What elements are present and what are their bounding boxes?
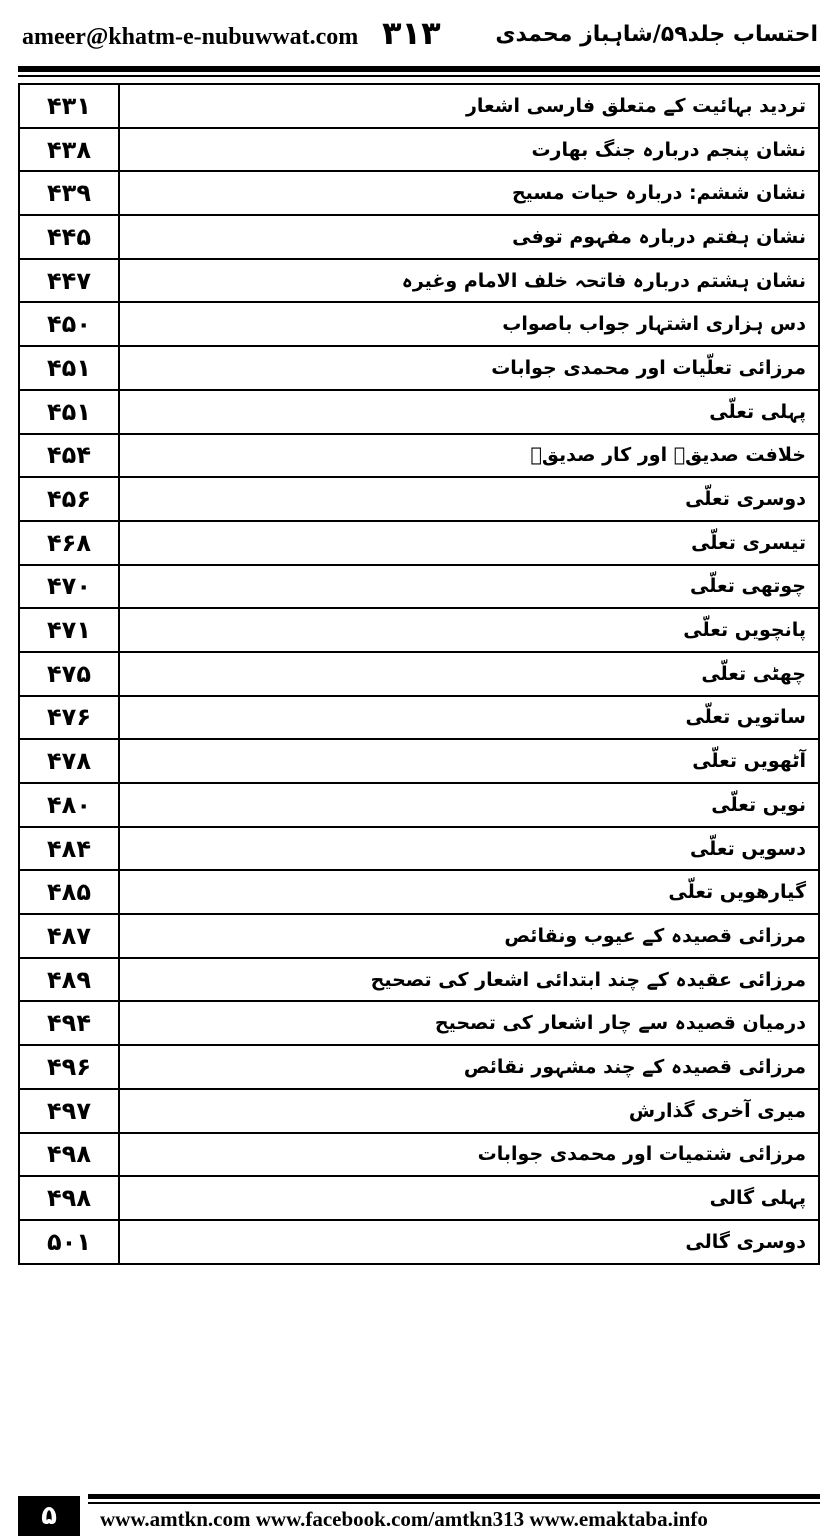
table-row	[19, 827, 819, 871]
footer-links: www.amtkn.com www.facebook.com/amtkn313 www.emaktaba.info	[100, 1507, 708, 1531]
toc-entry-title: نشان ہفتم دربارہ مفہوم توفی	[119, 215, 819, 259]
toc-page-number: ۴۸۹	[19, 958, 119, 1002]
toc-entry-title: تیسری تعلّی	[119, 521, 819, 565]
toc-page-number: ۴۷۰	[19, 565, 119, 609]
table-row	[19, 914, 819, 958]
toc-entry-title: تردید بہائیت کے متعلق فارسی اشعار	[119, 84, 819, 128]
table-row	[19, 477, 819, 521]
toc-page-number: ۴۶۸	[19, 521, 119, 565]
toc-page-number: ۴۹۸	[19, 1133, 119, 1177]
toc-entry-title: مرزائی شتمیات اور محمدی جوابات	[119, 1133, 819, 1177]
table-row	[19, 1176, 819, 1220]
table-row	[19, 696, 819, 740]
table-row	[19, 783, 819, 827]
table-row	[19, 652, 819, 696]
toc-entry-title: مرزائی عقیدہ کے چند ابتدائی اشعار کی تصحیح	[119, 958, 819, 1002]
toc-page-number: ۴۳۱	[19, 84, 119, 128]
header-rule-thick	[18, 66, 820, 72]
table-row	[19, 259, 819, 303]
footer-rule-thin	[88, 1502, 820, 1504]
table-row	[19, 1045, 819, 1089]
toc-page-number: ۴۷۶	[19, 696, 119, 740]
toc-page-number: ۴۳۸	[19, 128, 119, 172]
toc-page-number: ۴۷۸	[19, 739, 119, 783]
table-row	[19, 1089, 819, 1133]
table-row	[19, 870, 819, 914]
header-book-title: احتساب جلد۵۹/شاہباز محمدی	[495, 22, 818, 47]
toc-entry-title: دس ہزاری اشتہار جواب باصواب	[119, 302, 819, 346]
table-row	[19, 434, 819, 478]
toc-entry-title: گیارھویں تعلّی	[119, 870, 819, 914]
table-row	[19, 1001, 819, 1045]
toc-page-number: ۴۹۷	[19, 1089, 119, 1133]
toc-entry-title: خلافت صدیقؓ اور کار صدیقؓ	[119, 434, 819, 478]
header-email: ameer@khatm-e-nubuwwat.com	[22, 24, 359, 50]
contents-table	[18, 83, 820, 1265]
toc-page-number: ۴۸۵	[19, 870, 119, 914]
table-row	[19, 1133, 819, 1177]
table-row	[19, 390, 819, 434]
table-row	[19, 346, 819, 390]
table-row	[19, 302, 819, 346]
toc-entry-title: چھٹی تعلّی	[119, 652, 819, 696]
toc-entry-title: دوسری گالی	[119, 1220, 819, 1264]
table-row	[19, 171, 819, 215]
toc-page-number: ۴۵۱	[19, 390, 119, 434]
table-row	[19, 521, 819, 565]
table-row	[19, 565, 819, 609]
toc-entry-title: پہلی تعلّی	[119, 390, 819, 434]
toc-page-number: ۵۰۱	[19, 1220, 119, 1264]
toc-page-number: ۴۵۰	[19, 302, 119, 346]
toc-entry-title: دسویں تعلّی	[119, 827, 819, 871]
toc-page-number: ۴۹۸	[19, 1176, 119, 1220]
table-row	[19, 128, 819, 172]
table-row	[19, 958, 819, 1002]
contents-table-body	[19, 84, 819, 1264]
toc-entry-title: دوسری تعلّی	[119, 477, 819, 521]
toc-entry-title: نشان ہشتم دربارہ فاتحہ خلف الامام وغیرہ	[119, 259, 819, 303]
toc-page-number: ۴۴۷	[19, 259, 119, 303]
toc-entry-title: نشان ششم: دربارہ حیات مسیح	[119, 171, 819, 215]
table-row	[19, 215, 819, 259]
toc-entry-title: درمیان قصیدہ سے چار اشعار کی تصحیح	[119, 1001, 819, 1045]
toc-entry-title: چوتھی تعلّی	[119, 565, 819, 609]
toc-entry-title: مرزائی تعلّیات اور محمدی جوابات	[119, 346, 819, 390]
toc-page-number: ۴۵۱	[19, 346, 119, 390]
footer-page-box: ۵	[18, 1496, 80, 1536]
toc-page-number: ۴۵۶	[19, 477, 119, 521]
toc-page-number: ۴۵۴	[19, 434, 119, 478]
footer-rule-thick	[88, 1494, 820, 1499]
toc-page-number: ۴۷۱	[19, 608, 119, 652]
toc-page-number: ۴۹۴	[19, 1001, 119, 1045]
toc-entry-title: پانچویں تعلّی	[119, 608, 819, 652]
toc-page-number: ۴۹۶	[19, 1045, 119, 1089]
header-rule-thin	[18, 75, 820, 77]
toc-page-number: ۴۴۵	[19, 215, 119, 259]
toc-entry-title: آٹھویں تعلّی	[119, 739, 819, 783]
table-row	[19, 739, 819, 783]
toc-entry-title: میری آخری گذارش	[119, 1089, 819, 1133]
toc-page-number: ۴۷۵	[19, 652, 119, 696]
page-header	[0, 0, 840, 72]
toc-entry-title: مرزائی قصیدہ کے چند مشہور نقائص	[119, 1045, 819, 1089]
toc-page-number: ۴۸۴	[19, 827, 119, 871]
page-footer	[18, 1494, 820, 1538]
toc-page-number: ۴۸۰	[19, 783, 119, 827]
table-row	[19, 608, 819, 652]
toc-page-number: ۴۳۹	[19, 171, 119, 215]
table-row	[19, 1220, 819, 1264]
toc-entry-title: مرزائی قصیدہ کے عیوب ونقائص	[119, 914, 819, 958]
toc-entry-title: نویں تعلّی	[119, 783, 819, 827]
toc-entry-title: ساتویں تعلّی	[119, 696, 819, 740]
header-page-number: ۳۱۳	[382, 14, 441, 52]
toc-entry-title: نشان پنجم دربارہ جنگ بھارت	[119, 128, 819, 172]
toc-entry-title: پہلی گالی	[119, 1176, 819, 1220]
table-row	[19, 84, 819, 128]
toc-page-number: ۴۸۷	[19, 914, 119, 958]
